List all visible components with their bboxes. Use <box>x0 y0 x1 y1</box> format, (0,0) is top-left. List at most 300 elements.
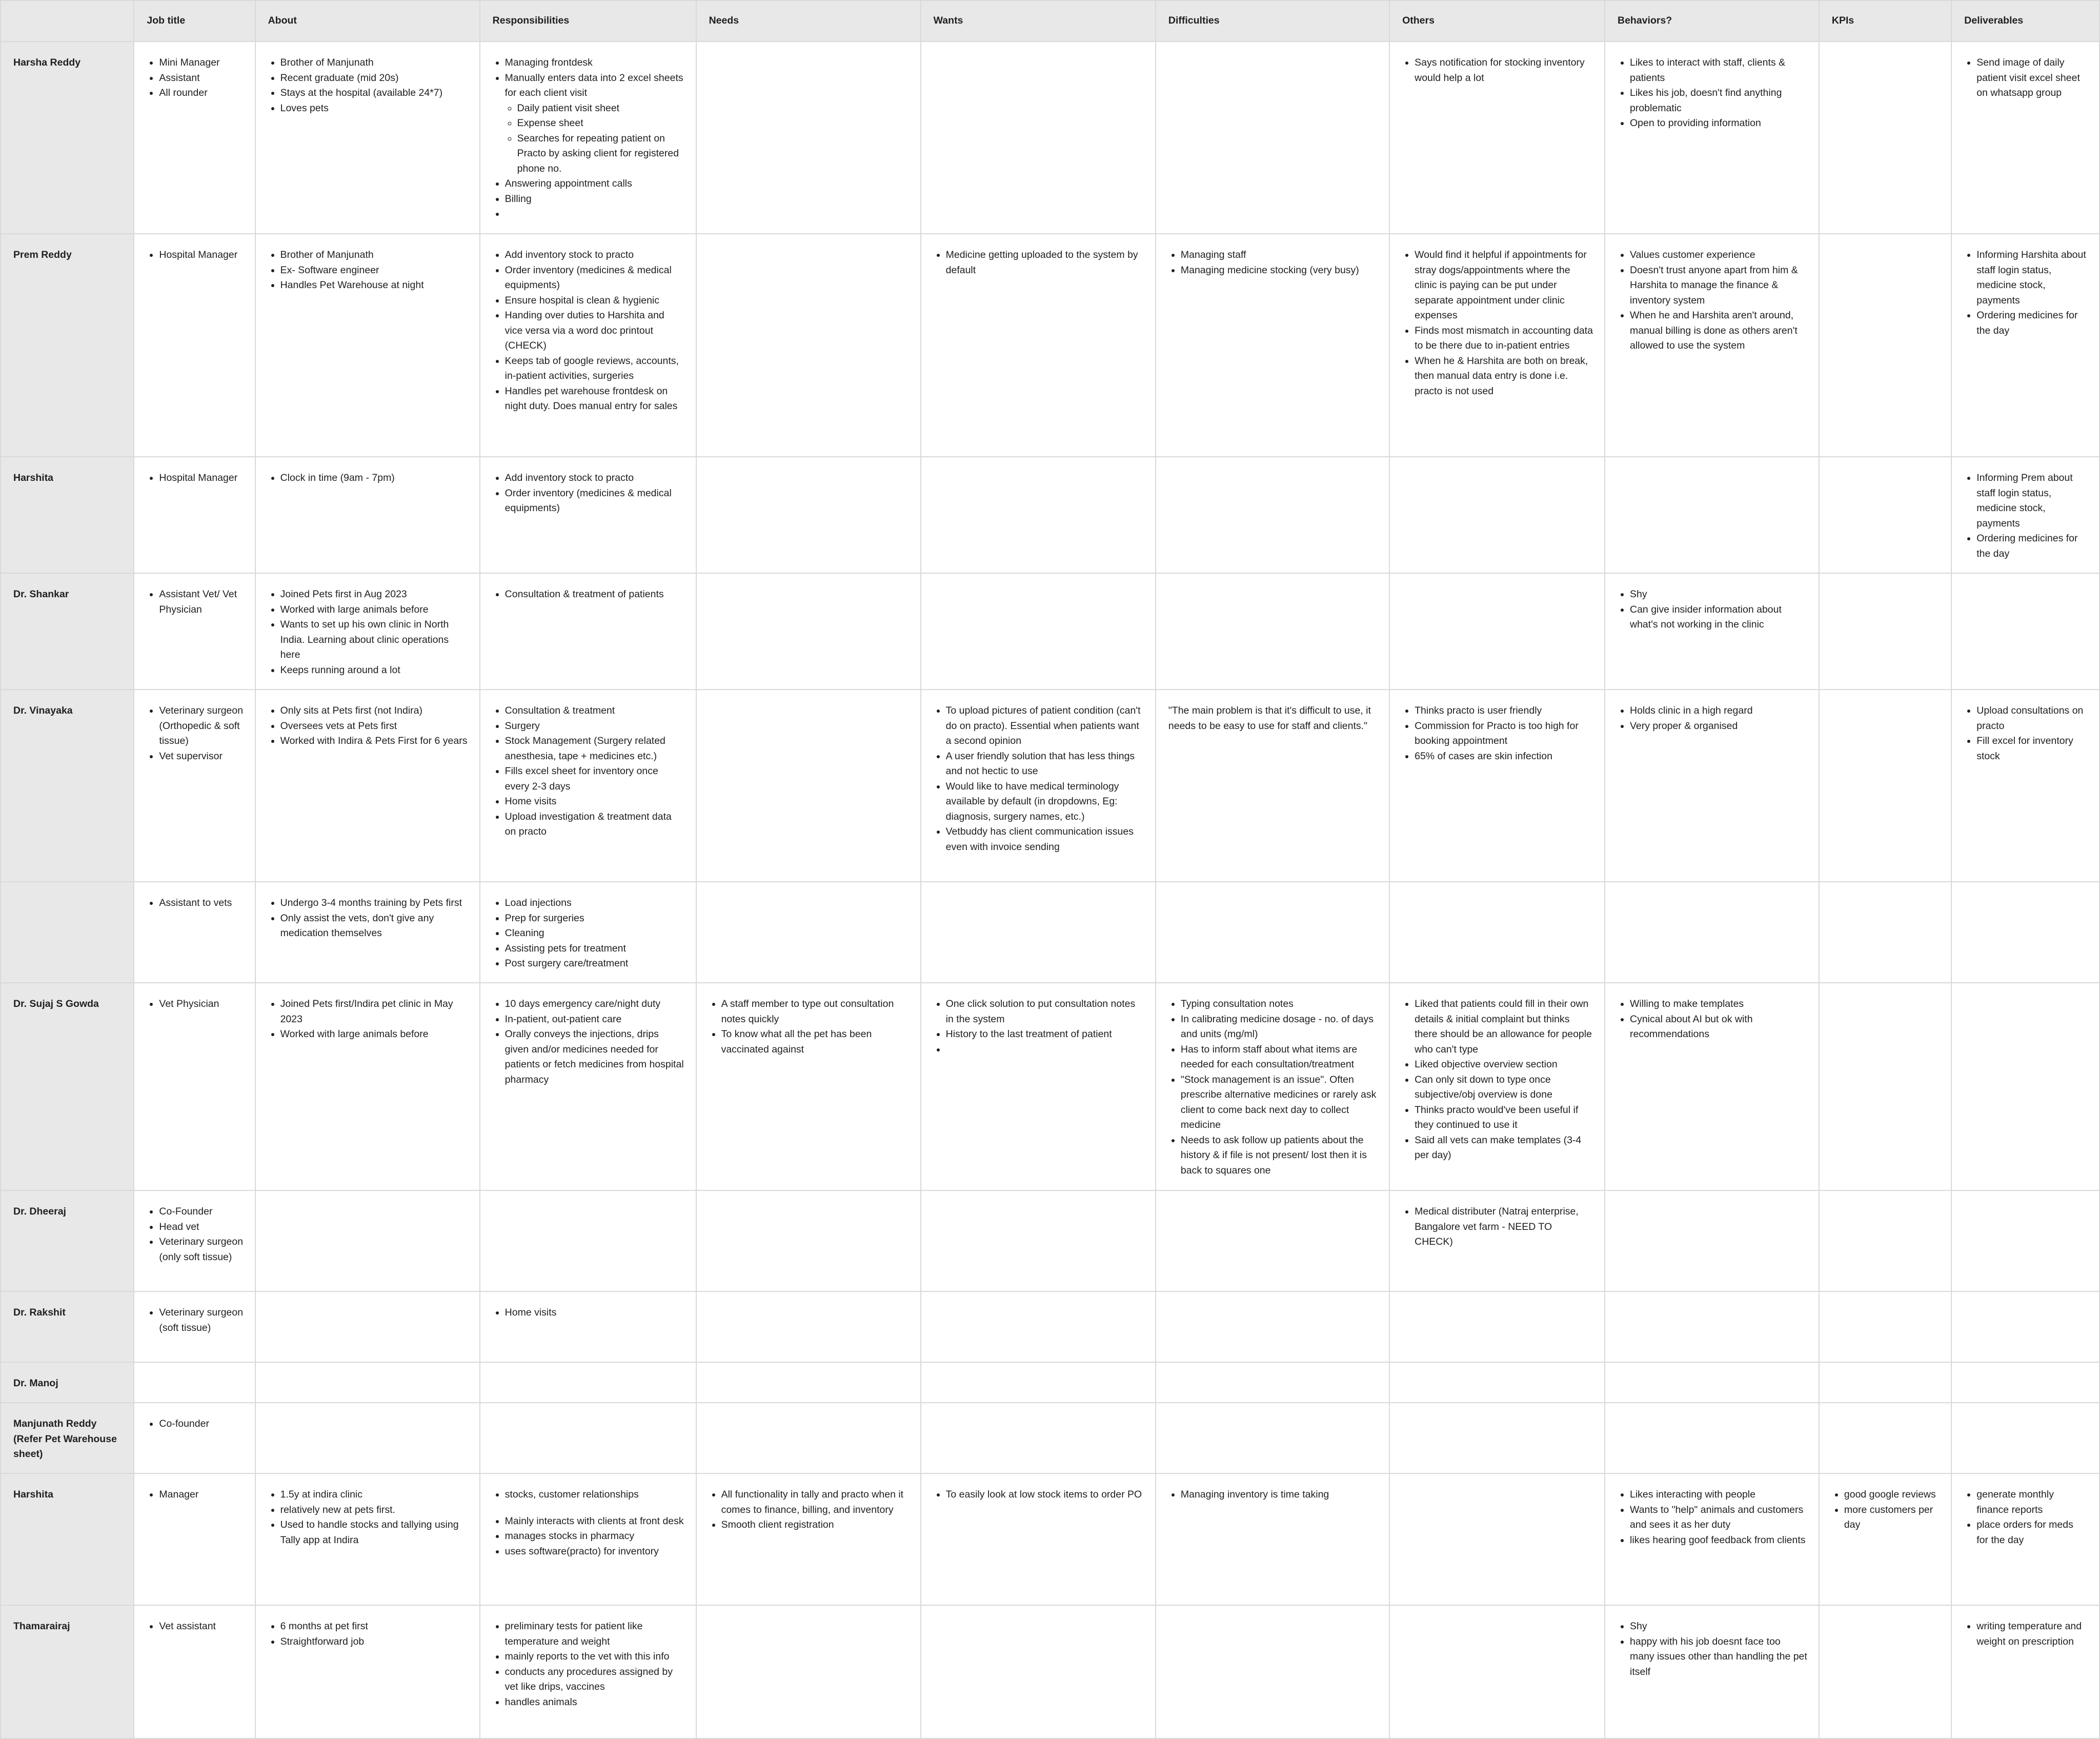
wants-cell[interactable] <box>921 690 1156 882</box>
list-item: • Joined Pets first in Aug 2023 <box>280 587 468 602</box>
list-item: • Send image of daily patient visit excel sheet on whatsapp group <box>1976 55 2088 101</box>
list-item: • Liked objective overview section <box>1415 1057 1593 1073</box>
header-behaviors[interactable]: Behaviors? <box>1605 1 1819 42</box>
list-item: • All rounder <box>159 86 243 101</box>
name-cell[interactable]: Harsha Reddy <box>1 42 134 234</box>
list-item: • happy with his job doesnt face too many issues other than handling the pet itself <box>1630 1634 1807 1680</box>
responsibilities-cell[interactable] <box>480 1190 696 1291</box>
others-cell[interactable] <box>1389 882 1605 983</box>
job-title-cell[interactable] <box>134 1362 255 1403</box>
difficulties-cell[interactable] <box>1156 1473 1389 1605</box>
difficulties-cell[interactable] <box>1156 1291 1389 1362</box>
others-cell[interactable] <box>1389 1362 1605 1403</box>
list-item: • Medical distributer (Natraj enterprise, Bangalore vet farm - NEED TO CHECK) <box>1415 1204 1593 1250</box>
list-item: • Consultation & treatment of patients <box>505 587 684 602</box>
responsibilities-cell[interactable] <box>480 882 696 983</box>
deliverables-cell[interactable] <box>1951 1473 2099 1605</box>
wants-cell[interactable] <box>921 983 1156 1190</box>
list-item: • Informing Harshita about staff login status, medicine stock, payments <box>1976 248 2088 308</box>
list-item: • Loves pets <box>280 101 468 116</box>
name-cell[interactable]: Thamarairaj <box>1 1605 134 1738</box>
kpis-cell[interactable] <box>1819 882 1951 983</box>
list-item: • Only sits at Pets first (not Indira) <box>280 703 468 719</box>
behaviors-cell[interactable] <box>1605 1473 1819 1605</box>
behaviors-cell[interactable] <box>1605 1190 1819 1291</box>
deliverables-cell[interactable] <box>1951 690 2099 882</box>
list-item: • To know what all the pet has been vaccinated against <box>721 1027 909 1057</box>
list-item: • conducts any procedures assigned by vet like drips, vaccines <box>505 1665 684 1695</box>
behaviors-cell[interactable] <box>1605 882 1819 983</box>
kpis-cell[interactable] <box>1819 1605 1951 1738</box>
sub-list-item: ◦ Searches for repeating patient on Practo by asking client for registered phone no. <box>517 131 684 177</box>
deliverables-cell[interactable] <box>1951 457 2099 573</box>
list-item: • When he and Harshita aren't around, manual billing is done as others aren't allowed to use the system <box>1630 308 1807 354</box>
list-item: • Handles pet warehouse frontdesk on night duty. Does manual entry for sales <box>505 384 684 414</box>
list-item: • Worked with large animals before <box>280 1027 468 1042</box>
list-item-text: Manually enters data into 2 excel sheets for each client visit <box>504 72 683 98</box>
about-cell[interactable] <box>255 1605 480 1738</box>
behaviors-cell[interactable] <box>1605 42 1819 234</box>
behaviors-cell[interactable] <box>1605 234 1819 457</box>
job-title-cell[interactable] <box>134 1190 255 1291</box>
list-item: • Post surgery care/treatment <box>505 956 684 972</box>
list-item: • Willing to make templates <box>1630 997 1807 1012</box>
list-item: • Finds most mismatch in accounting data to be there due to in-patient entries <box>1415 323 1593 354</box>
list-item: • Veterinary surgeon (only soft tissue) <box>159 1235 243 1265</box>
list-item: • 10 days emergency care/night duty <box>505 997 684 1012</box>
list-item: • Very proper & organised <box>1630 719 1807 734</box>
list-item: • Straightforward job <box>280 1634 468 1650</box>
behaviors-cell[interactable] <box>1605 1291 1819 1362</box>
list-item: • Assistant Vet/ Vet Physician <box>159 587 243 617</box>
needs-cell[interactable] <box>696 1190 921 1291</box>
list-item: • Stock Management (Surgery related anesthesia, tape + medicines etc.) <box>505 734 684 764</box>
needs-cell[interactable] <box>696 42 921 234</box>
needs-cell[interactable] <box>696 1605 921 1738</box>
list-item: • Only assist the vets, don't give any medication themselves <box>280 911 468 941</box>
list-item: • Undergo 3-4 months training by Pets first <box>280 896 468 911</box>
behaviors-cell[interactable] <box>1605 1403 1819 1473</box>
difficulties-cell[interactable] <box>1156 1403 1389 1473</box>
responsibilities-cell[interactable] <box>480 457 696 573</box>
list-item: • Liked that patients could fill in their own details & initial complaint but thinks there should be an allowance for people who can't type <box>1415 997 1593 1057</box>
list-item: • Thinks practo is user friendly <box>1415 703 1593 719</box>
needs-cell[interactable] <box>696 690 921 882</box>
job-title-cell[interactable] <box>134 457 255 573</box>
list-item: • Informing Prem about staff login status, medicine stock, payments <box>1976 471 2088 531</box>
behaviors-cell[interactable] <box>1605 1362 1819 1403</box>
list-item: • Brother of Manjunath <box>280 55 468 71</box>
others-cell[interactable] <box>1389 1473 1605 1605</box>
sub-list-item: ◦ Daily patient visit sheet <box>517 101 684 116</box>
list-item: • Wants to "help" animals and customers and sees it as her duty <box>1630 1503 1807 1533</box>
about-cell[interactable] <box>255 882 480 983</box>
difficulties-cell[interactable] <box>1156 1605 1389 1738</box>
list-item: • Load injections <box>505 896 684 911</box>
list-item: • Says notification for stocking inventory would help a lot <box>1415 55 1593 86</box>
wants-cell[interactable] <box>921 573 1156 690</box>
kpis-cell[interactable] <box>1819 457 1951 573</box>
kpis-cell[interactable] <box>1819 1291 1951 1362</box>
difficulties-cell[interactable] <box>1156 690 1389 882</box>
name-cell[interactable]: Manjunath Reddy (Refer Pet Warehouse sheet) <box>1 1403 134 1473</box>
table-row <box>1 234 2099 457</box>
list-item: • Veterinary surgeon (Orthopedic & soft tissue) <box>159 703 243 749</box>
responsibilities-cell[interactable] <box>480 690 696 882</box>
needs-cell[interactable] <box>696 457 921 573</box>
list-item: • Orally conveys the injections, drips given and/or medicines needed for patients or fetch medicines from hospital pharmacy <box>505 1027 684 1087</box>
kpis-cell[interactable] <box>1819 1362 1951 1403</box>
list-item: • Worked with Indira & Pets First for 6 years <box>280 734 468 749</box>
list-item: • Mainly interacts with clients at front desk <box>505 1514 684 1529</box>
wants-cell[interactable] <box>921 1605 1156 1738</box>
responsibilities-cell[interactable] <box>480 1473 696 1605</box>
needs-cell[interactable] <box>696 983 921 1190</box>
about-cell[interactable] <box>255 457 480 573</box>
list-item: • Upload investigation & treatment data on practo <box>505 810 684 840</box>
list-item: • All functionality in tally and practo when it comes to finance, billing, and inventory <box>721 1487 909 1518</box>
job-title-cell[interactable] <box>134 1605 255 1738</box>
list-item: • Managing inventory is time taking <box>1181 1487 1378 1503</box>
wants-cell[interactable] <box>921 1291 1156 1362</box>
header-kpis[interactable]: KPIs <box>1819 1 1951 42</box>
table-row <box>1 573 2099 690</box>
needs-cell[interactable] <box>696 234 921 457</box>
name-cell[interactable]: Harshita <box>1 457 134 573</box>
list-item: • Holds clinic in a high regard <box>1630 703 1807 719</box>
table-row <box>1 1291 2099 1362</box>
list-item: • Managing staff <box>1181 248 1378 263</box>
kpis-cell[interactable] <box>1819 42 1951 234</box>
list-item: • Vet assistant <box>159 1619 243 1634</box>
others-cell[interactable] <box>1389 573 1605 690</box>
list-item: • 6 months at pet first <box>280 1619 468 1634</box>
deliverables-cell[interactable] <box>1951 1605 2099 1738</box>
list-item: • Oversees vets at Pets first <box>280 719 468 734</box>
responsibilities-cell[interactable] <box>480 1605 696 1738</box>
name-cell[interactable]: Dr. Dheeraj <box>1 1190 134 1291</box>
list-item: • Prep for surgeries <box>505 911 684 926</box>
list-item: • Vetbuddy has client communication issues even with invoice sending <box>946 824 1144 855</box>
needs-cell[interactable] <box>696 573 921 690</box>
list-item: • To upload pictures of patient condition (can't do on practo). Essential when patients want a second opinion <box>946 703 1144 749</box>
list-item: • In-patient, out-patient care <box>505 1012 684 1027</box>
responsibilities-cell[interactable] <box>480 42 696 234</box>
list-item: • Assistant <box>159 71 243 86</box>
list-item: • Answering appointment calls <box>505 176 684 192</box>
list-item: • Needs to ask follow up patients about the history & if file is not present/ lost then it is back to squares one <box>1181 1133 1378 1179</box>
list-item: • Head vet <box>159 1220 243 1235</box>
list-item: • Likes to interact with staff, clients & patients <box>1630 55 1807 86</box>
about-cell[interactable] <box>255 983 480 1190</box>
list-item: • Handles Pet Warehouse at night <box>280 278 468 293</box>
list-item: • more customers per day <box>1844 1503 1940 1533</box>
job-title-cell[interactable] <box>134 1291 255 1362</box>
difficulties-cell[interactable] <box>1156 573 1389 690</box>
difficulties-cell[interactable] <box>1156 882 1389 983</box>
difficulties-cell[interactable] <box>1156 457 1389 573</box>
table-row <box>1 42 2099 234</box>
needs-cell[interactable] <box>696 1362 921 1403</box>
deliverables-cell[interactable] <box>1951 1291 2099 1362</box>
list-item: • stocks, customer relationships <box>505 1487 684 1503</box>
wants-cell[interactable] <box>921 882 1156 983</box>
deliverables-cell[interactable] <box>1951 573 2099 690</box>
list-item: • 65% of cases are skin infection <box>1415 749 1593 764</box>
list-item: • A user friendly solution that has less things and not hectic to use <box>946 749 1144 779</box>
list-item: • Open to providing information <box>1630 116 1807 131</box>
list-item: • Managing frontdesk <box>505 55 684 71</box>
job-title-cell[interactable] <box>134 1473 255 1605</box>
list-item: • Co-founder <box>159 1417 243 1432</box>
list-item: • Keeps running around a lot <box>280 663 468 678</box>
difficulties-cell[interactable] <box>1156 1362 1389 1403</box>
list-item <box>505 71 684 177</box>
deliverables-cell[interactable] <box>1951 1362 2099 1403</box>
table-row <box>1 1605 2099 1738</box>
about-cell[interactable] <box>255 1403 480 1473</box>
kpis-cell[interactable] <box>1819 234 1951 457</box>
list-item: • Can only sit down to type once subjective/obj overview is done <box>1415 1073 1593 1103</box>
list-item: • Upload consultations on practo <box>1976 703 2088 734</box>
needs-cell[interactable] <box>696 882 921 983</box>
list-item: • Keeps tab of google reviews, accounts, in-patient activities, surgeries <box>505 354 684 384</box>
name-cell[interactable]: Dr. Shankar <box>1 573 134 690</box>
responsibilities-cell[interactable] <box>480 573 696 690</box>
about-cell[interactable] <box>255 573 480 690</box>
list-item: • "Stock management is an issue". Often prescribe alternative medicines or rarely ask client to come back next day to collect medicine <box>1181 1073 1378 1133</box>
needs-cell[interactable] <box>696 1473 921 1605</box>
kpis-cell[interactable] <box>1819 690 1951 882</box>
about-cell[interactable] <box>255 1362 480 1403</box>
list-item: • Commission for Practo is too high for booking appointment <box>1415 719 1593 749</box>
difficulties-cell[interactable] <box>1156 234 1389 457</box>
list-item: • Ensure hospital is clean & hygienic <box>505 293 684 309</box>
list-item: • Vet Physician <box>159 997 243 1012</box>
kpis-cell[interactable] <box>1819 573 1951 690</box>
header-difficulties[interactable]: Difficulties <box>1156 1 1389 42</box>
wants-cell[interactable] <box>921 1362 1156 1403</box>
list-item: • Used to handle stocks and tallying using Tally app at Indira <box>280 1518 468 1548</box>
list-item: • To easily look at low stock items to order PO <box>946 1487 1144 1503</box>
others-cell[interactable] <box>1389 1605 1605 1738</box>
table-row <box>1 983 2099 1190</box>
list-item: • Ordering medicines for the day <box>1976 531 2088 561</box>
others-cell[interactable] <box>1389 1403 1605 1473</box>
others-cell[interactable] <box>1389 457 1605 573</box>
list-item: • Thinks practo would've been useful if they continued to use it <box>1415 1103 1593 1133</box>
list-item-empty <box>946 1042 1144 1058</box>
list-item: • Can give insider information about what's not working in the clinic <box>1630 602 1807 633</box>
corner-cell[interactable] <box>1 1 134 42</box>
list-item: • manages stocks in pharmacy <box>505 1529 684 1544</box>
list-item: • Assisting pets for treatment <box>505 941 684 957</box>
list-item: • Doesn't trust anyone apart from him & Harshita to manage the finance & inventory system <box>1630 263 1807 309</box>
job-title-cell[interactable] <box>134 42 255 234</box>
table-row <box>1 882 2099 983</box>
name-cell[interactable] <box>1 882 134 983</box>
list-item: • Home visits <box>505 1305 684 1321</box>
behaviors-cell[interactable] <box>1605 457 1819 573</box>
needs-cell[interactable] <box>696 1403 921 1473</box>
kpis-cell[interactable] <box>1819 1473 1951 1605</box>
others-cell[interactable] <box>1389 42 1605 234</box>
list-item: • Fills excel sheet for inventory once every 2-3 days <box>505 764 684 794</box>
list-item: • Recent graduate (mid 20s) <box>280 71 468 86</box>
others-cell[interactable] <box>1389 1190 1605 1291</box>
list-item: • Said all vets can make templates (3-4 per day) <box>1415 1133 1593 1163</box>
list-item: • Brother of Manjunath <box>280 248 468 263</box>
name-cell[interactable]: Dr. Vinayaka <box>1 690 134 882</box>
list-item-empty <box>505 207 684 222</box>
header-deliverables[interactable]: Deliverables <box>1951 1 2099 42</box>
list-item: • Smooth client registration <box>721 1518 909 1533</box>
list-item: • Would like to have medical terminology available by default (in dropdowns, Eg: diagnosis, surgery names, etc.) <box>946 779 1144 825</box>
job-title-cell[interactable] <box>134 573 255 690</box>
list-item: • Ordering medicines for the day <box>1976 308 2088 338</box>
header-responsibilities[interactable]: Responsibilities <box>480 1 696 42</box>
job-title-cell[interactable] <box>134 234 255 457</box>
list-item: • Joined Pets first/Indira pet clinic in May 2023 <box>280 997 468 1027</box>
wants-cell[interactable] <box>921 457 1156 573</box>
list-item: • Home visits <box>505 794 684 810</box>
list-item: • Likes interacting with people <box>1630 1487 1807 1503</box>
list-item: • Veterinary surgeon (soft tissue) <box>159 1305 243 1336</box>
kpis-cell[interactable] <box>1819 1190 1951 1291</box>
list-item: • handles animals <box>505 1695 684 1710</box>
list-item: • Ex- Software engineer <box>280 263 468 278</box>
header-others[interactable]: Others <box>1389 1 1605 42</box>
about-cell[interactable] <box>255 1291 480 1362</box>
list-item: • Wants to set up his own clinic in North India. Learning about clinic operations here <box>280 617 468 663</box>
difficulties-cell[interactable] <box>1156 983 1389 1190</box>
wants-cell[interactable] <box>921 1190 1156 1291</box>
header-job-title[interactable]: Job title <box>134 1 255 42</box>
job-title-cell[interactable] <box>134 690 255 882</box>
job-title-cell[interactable] <box>134 882 255 983</box>
list-item: • place orders for meds for the day <box>1976 1518 2088 1548</box>
wants-cell[interactable] <box>921 234 1156 457</box>
about-cell[interactable] <box>255 1473 480 1605</box>
list-item: • Stays at the hospital (available 24*7) <box>280 86 468 101</box>
list-item: • uses software(practo) for inventory <box>505 1544 684 1560</box>
behaviors-cell[interactable] <box>1605 1605 1819 1738</box>
deliverables-cell[interactable] <box>1951 1403 2099 1473</box>
list-item: • likes hearing goof feedback from clients <box>1630 1533 1807 1548</box>
list-item: • History to the last treatment of patient <box>946 1027 1144 1042</box>
list-item: • Co-Founder <box>159 1204 243 1220</box>
header-row <box>1 1 2099 42</box>
wants-cell[interactable] <box>921 1403 1156 1473</box>
name-cell[interactable]: Prem Reddy <box>1 234 134 457</box>
list-item: • writing temperature and weight on prescription <box>1976 1619 2088 1649</box>
list-item: • Managing medicine stocking (very busy) <box>1181 263 1378 278</box>
sub-list-item: ◦ Expense sheet <box>517 116 684 131</box>
list-item: • Consultation & treatment <box>505 703 684 719</box>
name-cell[interactable]: Dr. Manoj <box>1 1362 134 1403</box>
about-cell[interactable] <box>255 1190 480 1291</box>
list-item: • Medicine getting uploaded to the system by default <box>946 248 1144 278</box>
others-cell[interactable] <box>1389 983 1605 1190</box>
about-cell[interactable] <box>255 42 480 234</box>
about-cell[interactable] <box>255 234 480 457</box>
list-item: • Shy <box>1630 587 1807 602</box>
list-item: • Add inventory stock to practo <box>505 471 684 486</box>
quote-text: "The main problem is that it's difficult to use, it needs to be easy to use for staff and clients." <box>1168 705 1371 732</box>
header-wants[interactable]: Wants <box>921 1 1156 42</box>
list-item: • Would find it helpful if appointments for stray dogs/appointments where the clinic is paying can be put under separate appointment under clinic expenses <box>1415 248 1593 323</box>
others-cell[interactable] <box>1389 234 1605 457</box>
header-about[interactable]: About <box>255 1 480 42</box>
difficulties-cell[interactable] <box>1156 42 1389 234</box>
list-item: • Handing over duties to Harshita and vice versa via a word doc printout (CHECK) <box>505 308 684 354</box>
wants-cell[interactable] <box>921 42 1156 234</box>
wants-cell[interactable] <box>921 1473 1156 1605</box>
deliverables-cell[interactable] <box>1951 983 2099 1190</box>
behaviors-cell[interactable] <box>1605 983 1819 1190</box>
list-item: • relatively new at pets first. <box>280 1503 468 1518</box>
list-item: • mainly reports to the vet with this info <box>505 1649 684 1665</box>
list-item: • Surgery <box>505 719 684 734</box>
others-cell[interactable] <box>1389 690 1605 882</box>
list-item: • Worked with large animals before <box>280 602 468 618</box>
list-item: • Typing consultation notes <box>1181 997 1378 1012</box>
list-item: • Add inventory stock to practo <box>505 248 684 263</box>
list-item: • In calibrating medicine dosage - no. of days and units (mg/ml) <box>1181 1012 1378 1042</box>
job-title-cell[interactable] <box>134 1403 255 1473</box>
needs-cell[interactable] <box>696 1291 921 1362</box>
table-row <box>1 457 2099 573</box>
list-item: • Cynical about AI but ok with recommendations <box>1630 1012 1807 1042</box>
header-needs[interactable]: Needs <box>696 1 921 42</box>
kpis-cell[interactable] <box>1819 1403 1951 1473</box>
about-cell[interactable] <box>255 690 480 882</box>
responsibilities-cell[interactable] <box>480 1403 696 1473</box>
behaviors-cell[interactable] <box>1605 573 1819 690</box>
list-item: • Clock in time (9am - 7pm) <box>280 471 468 486</box>
deliverables-cell[interactable] <box>1951 882 2099 983</box>
difficulties-cell[interactable] <box>1156 1190 1389 1291</box>
job-title-cell[interactable] <box>134 983 255 1190</box>
list-item: • good google reviews <box>1844 1487 1940 1503</box>
table-row <box>1 1362 2099 1403</box>
list-item: • A staff member to type out consultation notes quickly <box>721 997 909 1027</box>
name-cell[interactable]: Dr. Sujaj S Gowda <box>1 983 134 1190</box>
list-item: • Order inventory (medicines & medical equipments) <box>505 263 684 293</box>
behaviors-cell[interactable] <box>1605 690 1819 882</box>
list-item: • Assistant to vets <box>159 896 243 911</box>
list-item: • When he & Harshita are both on break, then manual data entry is done i.e. practo is not used <box>1415 354 1593 399</box>
list-item: • Vet supervisor <box>159 749 243 764</box>
responsibilities-cell[interactable] <box>480 234 696 457</box>
responsibilities-cell[interactable] <box>480 983 696 1190</box>
responsibilities-cell[interactable] <box>480 1291 696 1362</box>
list-item: • Shy <box>1630 1619 1807 1634</box>
table-row <box>1 1190 2099 1291</box>
name-cell[interactable]: Dr. Rakshit <box>1 1291 134 1362</box>
list-item: • Likes his job, doesn't find anything problematic <box>1630 86 1807 116</box>
list-item: • Hospital Manager <box>159 248 243 263</box>
name-cell[interactable]: Harshita <box>1 1473 134 1605</box>
list-item: • preliminary tests for patient like temperature and weight <box>505 1619 684 1649</box>
kpis-cell[interactable] <box>1819 983 1951 1190</box>
responsibilities-cell[interactable] <box>480 1362 696 1403</box>
deliverables-cell[interactable] <box>1951 1190 2099 1291</box>
list-item: • 1.5y at indira clinic <box>280 1487 468 1503</box>
others-cell[interactable] <box>1389 1291 1605 1362</box>
deliverables-cell[interactable] <box>1951 42 2099 234</box>
deliverables-cell[interactable] <box>1951 234 2099 457</box>
